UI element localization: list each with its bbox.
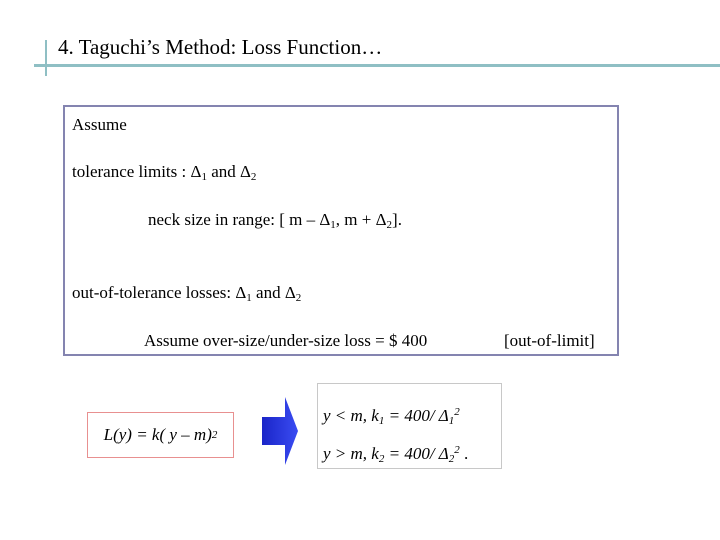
neck-prefix: neck size in range: [ m – Δ <box>148 210 331 229</box>
case2-mid: = 400/ Δ <box>384 444 449 463</box>
title-rule-horizontal <box>34 64 720 67</box>
out-of-limit-note: [out-of-limit] <box>504 331 595 350</box>
tolerance-sub1: 1 <box>201 171 207 183</box>
loss-amount-line: Assume over-size/under-size loss = $ 400 <box>144 331 428 350</box>
losses-sub1: 1 <box>246 292 252 304</box>
case1-sup: 2 <box>454 406 460 418</box>
case2-suffix: . <box>459 444 469 463</box>
formula-sup: 2 <box>211 429 218 441</box>
tolerance-prefix: tolerance limits : Δ <box>72 162 202 181</box>
right-arrow-icon <box>262 397 298 465</box>
neck-suffix: ]. <box>392 210 402 229</box>
losses-and: and Δ <box>251 283 296 302</box>
tolerance-sub2: 2 <box>250 171 257 183</box>
tolerance-and: and Δ <box>206 162 251 181</box>
formula-main: L(y) = k( y – m) <box>103 425 212 444</box>
losses-sub2: 2 <box>295 292 302 304</box>
case2-sub: 2 <box>378 453 385 465</box>
losses-prefix: out-of-tolerance losses: Δ <box>72 283 247 302</box>
neck-sub2: 2 <box>386 219 393 231</box>
case2-sup: 2 <box>454 444 460 456</box>
case-under-size <box>323 402 460 431</box>
neck-mid: , m + Δ <box>335 210 387 229</box>
case1-sub2: 1 <box>448 415 455 427</box>
tolerance-line <box>72 162 256 187</box>
losses-line <box>72 283 301 308</box>
neck-sub1: 1 <box>330 219 336 231</box>
neck-size-line <box>148 210 402 235</box>
case1-prefix: y < m, k <box>323 406 379 425</box>
case2-sub2: 2 <box>448 453 455 465</box>
case1-sub: 1 <box>378 415 385 427</box>
case-over-size <box>323 440 468 469</box>
title-rule-vertical <box>45 40 47 76</box>
loss-function-formula <box>87 412 234 458</box>
case2-prefix: y > m, k <box>323 444 379 463</box>
assume-heading: Assume <box>72 115 127 134</box>
slide-title: 4. Taguchi’s Method: Loss Function… <box>58 35 383 59</box>
case1-mid: = 400/ Δ <box>384 406 449 425</box>
